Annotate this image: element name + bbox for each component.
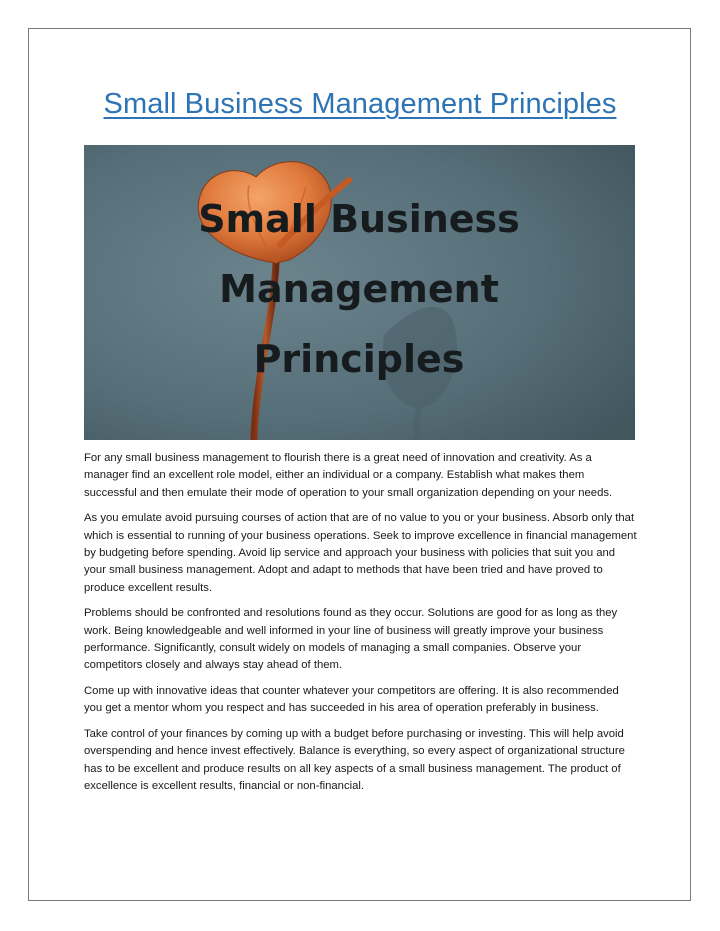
hero-title-line-1: Small Business (198, 197, 520, 241)
hero-image (84, 145, 635, 440)
paragraph: For any small business management to flourish there is a great need of innovation and creativity. As a manager find an excellent role model, either an individual or a company. Establish what makes them successful and then emulate their mode of operation to your small organization depending on your needs. (84, 452, 613, 499)
paragraph: Take control of your finances by coming up with a budget before purchasing or investing. This will help avoid overspending and hence invest effectively. Balance is everything, so every aspect of organizational structure has to be excellent and produce results on all key aspects of a small business management. The product of excellence is excellent results, financial or non-financial. (84, 728, 625, 793)
paragraph: As you emulate avoid pursuing courses of action that are of no value to you or your business. Absorb only that which is essential to running of your business operations. Seek to improve excellence in financial management by budgeting before spending. Avoid lip service and approach your business with policies that suit you and your small business management. Adopt and adapt to methods that have been tried and have proved to produce excellent results. (84, 512, 637, 594)
paragraph: Come up with innovative ideas that counter whatever your competitors are offering. It is also recommended you get a mentor whom you respect and has succeeded in his area of operation preferably in business. (84, 685, 619, 715)
paragraph: Problems should be confronted and resolutions found as they occur. Solutions are good for as long as they work. Being knowledgeable and well informed in your line of business will greatly improve your business performance. Significantly, consult widely on models of managing a small companies. Observe your competitors closely and always stay ahead of them. (84, 607, 618, 672)
page-title: Small Business Management Principles (103, 88, 617, 120)
shadow-stem (417, 407, 419, 440)
hero-title-line-3: Principles (253, 337, 465, 381)
article-body (84, 450, 637, 804)
hero-title-line-2: Management (219, 267, 499, 311)
